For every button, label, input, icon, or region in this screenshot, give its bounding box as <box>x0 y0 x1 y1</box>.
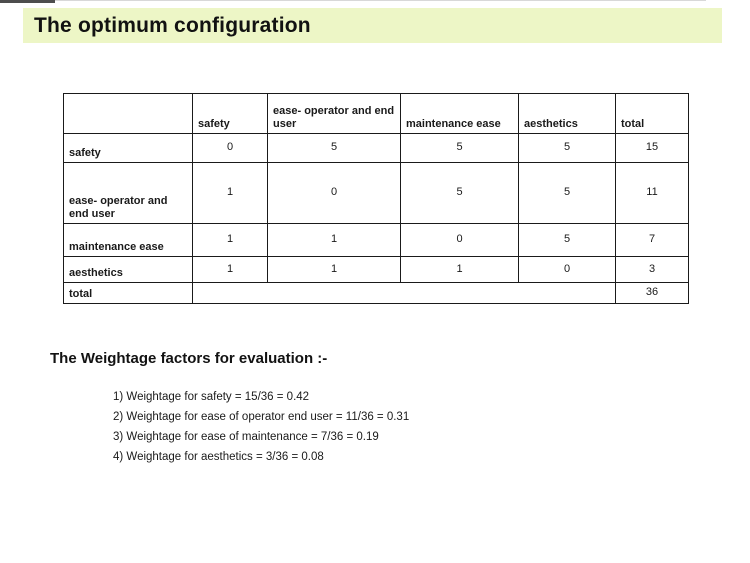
cell-value: 5 <box>268 134 401 163</box>
footer-merged-cell <box>193 283 616 304</box>
cell-value: 0 <box>519 257 616 283</box>
row-label-ease-operator: ease- operator and end user <box>64 163 193 224</box>
weightage-heading: The Weightage factors for evaluation :- <box>50 350 328 367</box>
cell-value: 0 <box>193 134 268 163</box>
cell-value: 5 <box>519 224 616 257</box>
cell-value: 0 <box>268 163 401 224</box>
cell-value: 1 <box>193 257 268 283</box>
cell-value: 1 <box>401 257 519 283</box>
col-header-safety: safety <box>193 94 268 134</box>
weightage-item-safety: 1) Weightage for safety = 15/36 = 0.42 <box>113 391 310 403</box>
row-label-maintenance: maintenance ease <box>64 224 193 257</box>
row-total: 7 <box>616 224 689 257</box>
weightage-list <box>113 391 409 471</box>
cell-value: 5 <box>519 134 616 163</box>
table-row <box>64 224 689 257</box>
row-label-safety: safety <box>64 134 193 163</box>
table-header-row <box>64 94 689 134</box>
col-header-aesthetics: aesthetics <box>519 94 616 134</box>
top-hairline <box>0 0 706 1</box>
top-edge-artifact <box>0 0 55 3</box>
col-header-maintenance: maintenance ease <box>401 94 519 134</box>
cell-value: 0 <box>401 224 519 257</box>
table-footer-row <box>64 283 689 304</box>
row-label-aesthetics: aesthetics <box>64 257 193 283</box>
cell-value: 1 <box>268 257 401 283</box>
table-row <box>64 257 689 283</box>
row-total: 3 <box>616 257 689 283</box>
cell-value: 5 <box>401 163 519 224</box>
cell-value: 5 <box>401 134 519 163</box>
comparison-matrix-table <box>63 93 689 304</box>
cell-value: 1 <box>193 163 268 224</box>
corner-cell <box>64 94 193 134</box>
weightage-item-maintenance: 3) Weightage for ease of maintenance = 7/36 = 0.19 <box>113 431 379 443</box>
weightage-item-ease-operator: 2) Weightage for ease of operator end user = 11/36 = 0.31 <box>113 411 410 423</box>
row-total: 15 <box>616 134 689 163</box>
col-header-total: total <box>616 94 689 134</box>
row-total: 11 <box>616 163 689 224</box>
grand-total: 36 <box>616 283 689 304</box>
cell-value: 1 <box>268 224 401 257</box>
page-title: The optimum configuration <box>34 13 311 37</box>
col-header-ease-operator: ease- operator and end user <box>268 94 401 134</box>
table-row <box>64 163 689 224</box>
table-row <box>64 134 689 163</box>
title-banner <box>23 8 722 43</box>
weightage-item-aesthetics: 4) Weightage for aesthetics = 3/36 = 0.08 <box>113 451 324 463</box>
row-label-total: total <box>64 283 193 304</box>
cell-value: 5 <box>519 163 616 224</box>
cell-value: 1 <box>193 224 268 257</box>
